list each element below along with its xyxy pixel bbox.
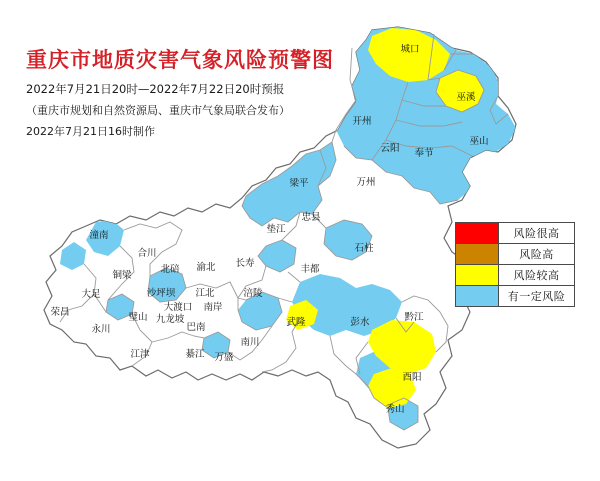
county-label: 城口	[400, 44, 420, 55]
county-label: 江北	[195, 288, 215, 299]
county-label: 秀山	[385, 404, 405, 415]
county-label: 武隆	[286, 317, 306, 328]
issuer: （重庆市规划和自然资源局、重庆市气象局联合发布）	[26, 104, 290, 117]
county-label: 梁平	[289, 178, 309, 189]
county-label: 石柱	[354, 243, 374, 254]
county-label: 綦江	[185, 349, 205, 360]
county-label: 合川	[137, 248, 157, 259]
made-time: 2022年7月21日16时制作	[26, 125, 155, 138]
legend-swatch-higher	[456, 265, 499, 285]
forecast-period: 2022年7月21日20时—2022年7月22日20时预报	[26, 82, 285, 96]
legend-item-some	[456, 286, 574, 306]
county-label: 奉节	[414, 148, 434, 159]
county-label: 黔江	[404, 312, 424, 323]
county-label: 大渡口	[163, 302, 193, 313]
county-label: 大足	[81, 289, 101, 300]
county-label: 沙坪坝	[146, 288, 176, 299]
county-label: 开州	[352, 116, 372, 127]
county-label: 巫溪	[456, 92, 476, 103]
legend-item-higher	[456, 265, 574, 286]
county-label: 彭水	[350, 317, 370, 328]
county-label: 南岸	[203, 302, 223, 313]
county-label: 荣昌	[50, 307, 70, 318]
county-label: 巴南	[186, 322, 206, 333]
page-title: 重庆市地质灾害气象风险预警图	[26, 48, 334, 72]
county-label: 云阳	[380, 143, 400, 154]
county-label: 垫江	[266, 224, 286, 235]
county-label: 九龙坡	[155, 314, 185, 325]
county-label: 璧山	[128, 312, 148, 323]
county-label: 铜梁	[112, 270, 132, 281]
legend-label-higher: 风险较高	[513, 269, 560, 282]
county-label: 酉阳	[402, 372, 422, 383]
county-label: 万州	[356, 177, 376, 188]
county-label: 丰都	[300, 264, 320, 275]
legend-item-very-high	[456, 223, 574, 244]
county-label: 忠县	[301, 212, 321, 223]
legend-swatch-very-high	[456, 223, 499, 243]
county-label: 长寿	[235, 258, 255, 269]
county-label: 渝北	[196, 262, 216, 273]
legend-swatch-some	[456, 286, 499, 306]
county-label: 潼南	[89, 230, 109, 241]
county-label: 北碚	[160, 264, 180, 275]
county-label: 巫山	[469, 136, 489, 147]
legend-label-very-high: 风险很高	[513, 227, 560, 240]
county-label: 永川	[91, 324, 111, 335]
legend-label-some: 有一定风险	[507, 290, 566, 303]
legend-label-high: 风险高	[519, 248, 554, 261]
county-label: 万盛	[214, 352, 234, 363]
county-label: 南川	[240, 337, 260, 348]
county-label: 江津	[130, 349, 150, 360]
legend-swatch-high	[456, 244, 499, 264]
county-label: 涪陵	[243, 288, 263, 299]
legend	[455, 222, 575, 307]
title-block	[26, 44, 356, 139]
legend-item-high	[456, 244, 574, 265]
